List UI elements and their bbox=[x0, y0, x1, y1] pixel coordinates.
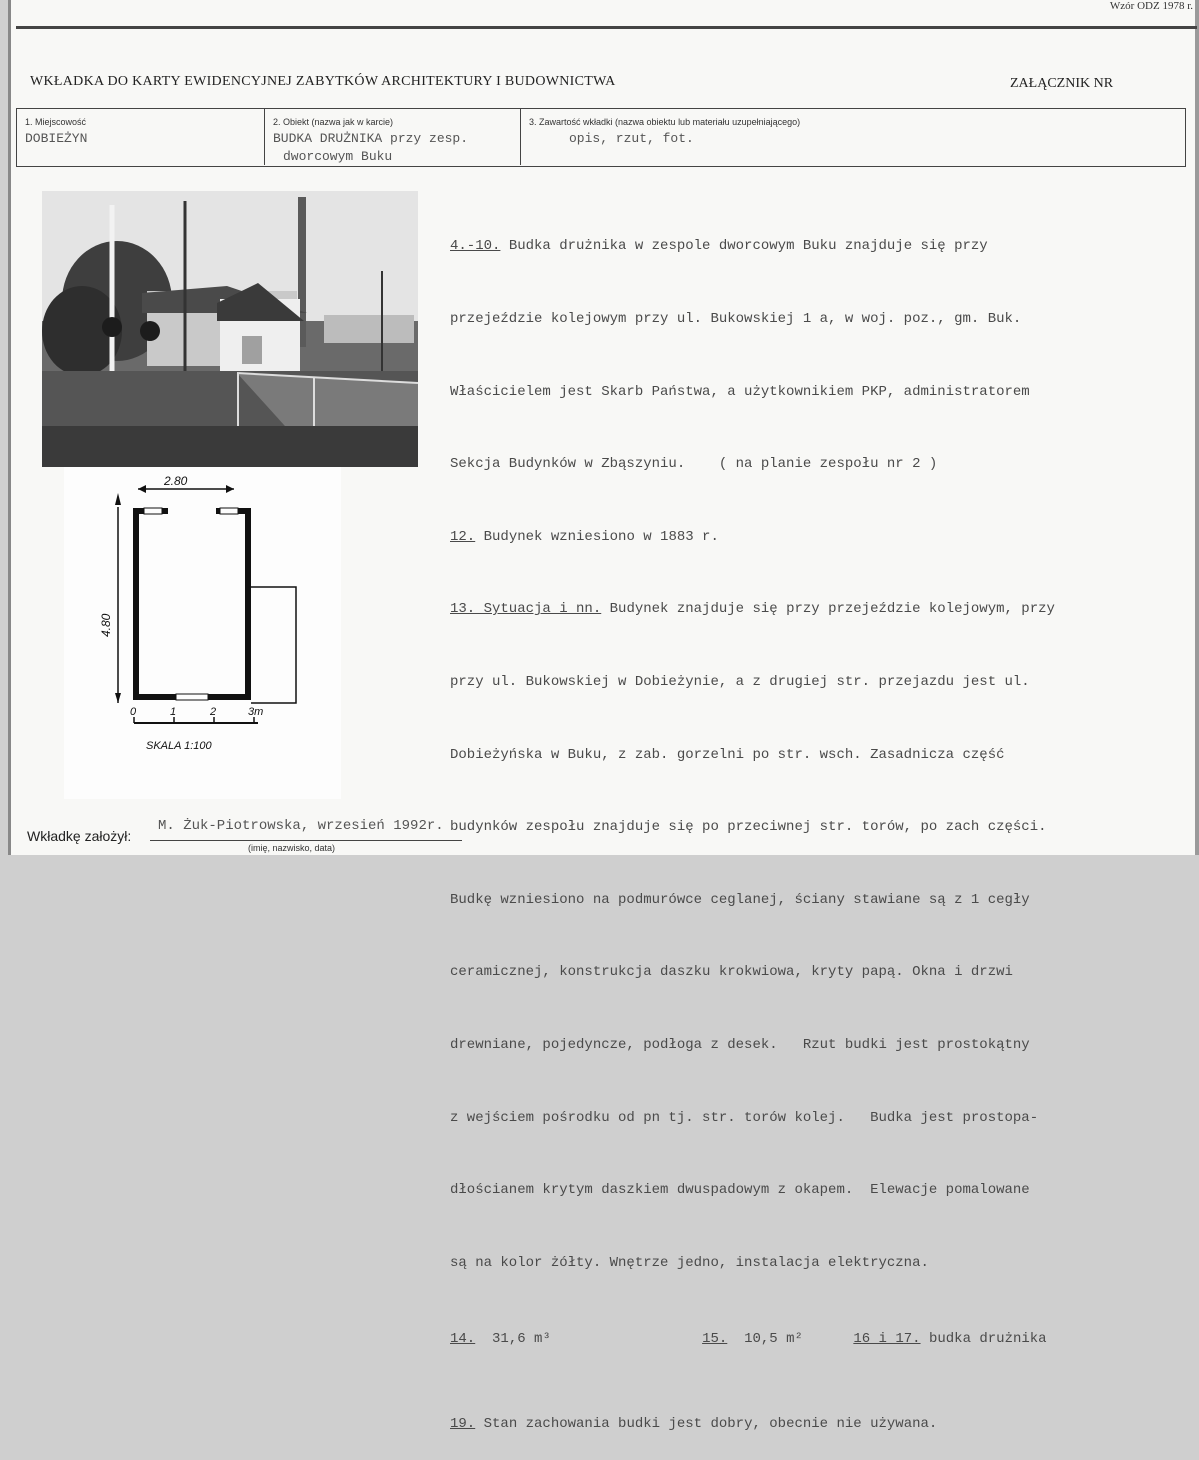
scale-tick-1: 1 bbox=[170, 706, 177, 718]
scale-label: SKALA 1:100 bbox=[146, 740, 212, 752]
desc-line: Właścicielem jest Skarb Państwa, a użytkownikiem PKP, administratorem bbox=[450, 383, 1030, 400]
arrow-left-icon bbox=[138, 485, 146, 493]
floor-plan bbox=[64, 467, 341, 799]
annex-outline bbox=[248, 587, 296, 703]
annex-label: ZAŁĄCZNIK NR bbox=[1010, 76, 1114, 91]
condition-line: 19. Stan zachowania budki jest dobry, obecnie nie używana. bbox=[450, 1415, 938, 1432]
object-value-line1: BUDKA DRUŻNIKA przy zesp. bbox=[273, 131, 469, 146]
object-label: 2. Obiekt (nazwa jak w karcie) bbox=[273, 117, 394, 127]
desc-line: dłościanem krytym daszkiem dwuspadowym z okapem. Elewacje pomalowane bbox=[450, 1182, 1030, 1199]
scale-tick-2: 2 bbox=[210, 706, 217, 718]
desc-line: Sekcja Budynków w Zbąszyniu. ( na planie zespołu nr 2 ) bbox=[450, 456, 938, 473]
desc-line: z wejściem pośrodku od pn tj. str. torów kolej. Budka jest prostopa- bbox=[450, 1109, 1039, 1126]
height-dimension-label: 4.80 bbox=[99, 613, 113, 637]
locality-value: DOBIEŻYN bbox=[25, 131, 88, 146]
object-value-line2: dworcowym Buku bbox=[283, 149, 393, 164]
filled-by-label: Wkładkę założył: bbox=[27, 828, 132, 844]
arrow-up-icon bbox=[115, 493, 121, 505]
desc-line: są na kolor żółty. Wnętrze jedno, instalacja elektryczna. bbox=[450, 1254, 929, 1271]
scale-tick-0: 0 bbox=[130, 706, 137, 718]
desc-line: ceramicznej, konstrukcja daszku krokwiowa, kryty papą. Okna i drzwi bbox=[450, 964, 1013, 981]
header-table bbox=[16, 108, 1186, 167]
signature-line bbox=[150, 840, 462, 841]
desc-line: Dobieżyńska w Buku, z zab. gorzelni po str. wsch. Zasadnicza część bbox=[450, 746, 1005, 763]
locality-cell bbox=[17, 109, 265, 165]
width-dimension-label: 2.80 bbox=[164, 474, 188, 488]
desc-line: drewniane, pojedyncze, podłoga z desek. Rzut budki jest prostokątny bbox=[450, 1036, 1030, 1053]
building-photo bbox=[42, 191, 418, 467]
description-text bbox=[450, 186, 1195, 1460]
desc-line: Budkę wzniesiono na podmurówce ceglanej, ściany stawiane są z 1 cegły bbox=[450, 891, 1030, 908]
arrow-right-icon bbox=[226, 485, 234, 493]
object-cell bbox=[265, 109, 521, 165]
locality-label: 1. Miejscowość bbox=[25, 117, 87, 127]
desc-line: budynków zespołu znajduje się po przeciwnej str. torów, po zach części. bbox=[450, 819, 1047, 836]
desc-line: przejeździe kolejowym przy ul. Bukowskiej 1 a, w woj. poz., gm. Buk. bbox=[450, 311, 1022, 327]
contents-cell bbox=[521, 109, 1181, 165]
window-left bbox=[144, 508, 162, 514]
contents-label: 3. Zawartość wkładki (nazwa obiektu lub materiału uzupełniającego) bbox=[529, 117, 801, 127]
door-opening bbox=[176, 694, 208, 700]
top-rule bbox=[16, 26, 1197, 29]
form-code: Wzór ODZ 1978 r. bbox=[1109, 0, 1193, 12]
building-walls bbox=[136, 511, 248, 697]
document-title: WKŁADKA DO KARTY EWIDENCYJNEJ ZABYTKÓW ARCHITEKTURY I BUDOWNICTWA bbox=[30, 74, 616, 89]
desc-line: 12. Budynek wzniesiono w 1883 r. bbox=[450, 528, 719, 545]
window-right bbox=[220, 508, 238, 514]
arrow-down-icon bbox=[115, 693, 121, 703]
metrics-line: 14. 31,6 m³ 15. 10,5 m² 16 i 17. budka drużnika bbox=[450, 1331, 1047, 1348]
scale-tick-3: 3m bbox=[248, 706, 264, 718]
sheet-edge bbox=[1195, 0, 1199, 855]
building-photo-image bbox=[42, 191, 418, 467]
desc-line: 4.-10. Budka drużnika w zespole dworcowym Buku znajduje się przy bbox=[450, 238, 988, 255]
floor-plan-drawing bbox=[64, 467, 341, 799]
desc-line: 13. Sytuacja i nn. Budynek znajduje się przy przejeździe kolejowym, przy bbox=[450, 601, 1055, 618]
filled-by-value: M. Żuk-Piotrowska, wrzesień 1992r. bbox=[158, 818, 444, 834]
desc-line: przy ul. Bukowskiej w Dobieżynie, a z drugiej str. przejazdu jest ul. bbox=[450, 673, 1030, 690]
signature-hint: (imię, nazwisko, data) bbox=[248, 843, 336, 853]
contents-value: opis, rzut, fot. bbox=[569, 131, 694, 146]
